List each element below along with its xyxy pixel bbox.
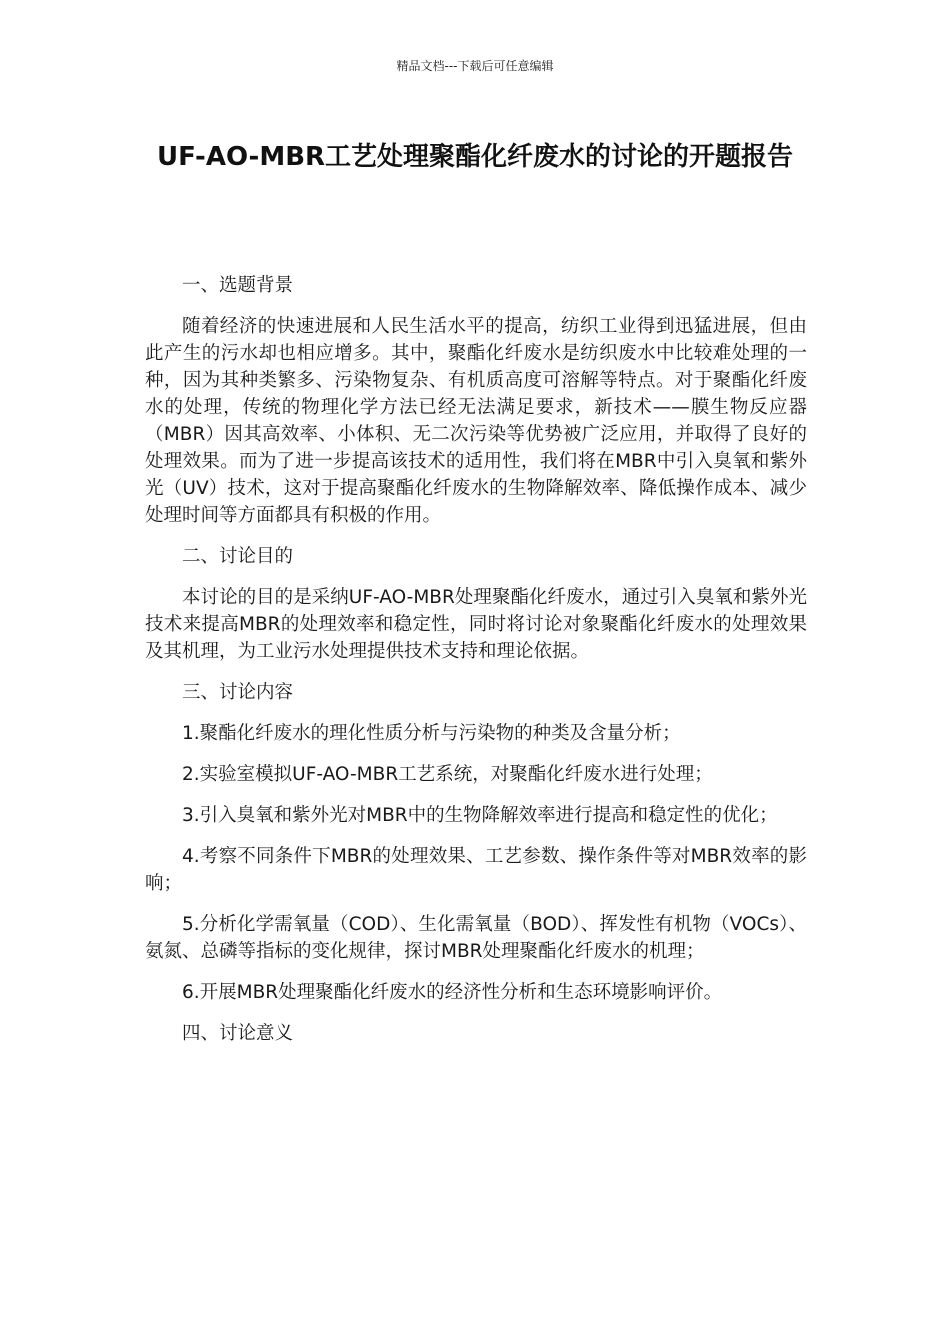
content-list-item: 6.开展MBR处理聚酯化纤废水的经济性分析和生态环境影响评价。 [182, 982, 723, 1003]
content-list-item: 3.引入臭氧和紫外光对MBR中的生物降解效率进行提高和稳定性的优化； [182, 805, 778, 826]
document-title: UF-AO-MBR工艺处理聚酯化纤废水的讨论的开题报告 [156, 142, 794, 172]
section-heading-significance: 四、讨论意义 [182, 1023, 294, 1044]
document-body [145, 272, 807, 1061]
section-heading-background: 一、选题背景 [182, 275, 294, 296]
section-heading-purpose: 二、讨论目的 [182, 546, 294, 567]
content-list-item: 4.考察不同条件下MBR的处理效果、工艺参数、操作条件等对MBR效率的影响； [145, 846, 807, 894]
section-heading-content: 三、讨论内容 [182, 682, 294, 703]
content-list-item: 2.实验室模拟UF-AO-MBR工艺系统，对聚酯化纤废水进行处理； [182, 764, 713, 785]
content-list-item: 1.聚酯化纤废水的理化性质分析与污染物的种类及含量分析； [182, 723, 681, 744]
paragraph-purpose: 本讨论的目的是采纳UF-AO-MBR处理聚酯化纤废水，通过引入臭氧和紫外光技术来提高MBR的处理效率和稳定性，同时将讨论对象聚酯化纤废水的处理效果及其机理，为工业污水处理提供技术支持和理论依据。 [145, 587, 807, 662]
paragraph-background: 随着经济的快速进展和人民生活水平的提高，纺织工业得到迅猛进展，但由此产生的污水却也相应增多。其中，聚酯化纤废水是纺织废水中比较难处理的一种，因为其种类繁多、污染物复杂、有机质高度可溶解等特点。对于聚酯化纤废水的处理，传统的物理化学方法已经无法满足要求，新技术——膜生物反应器（MBR）因其高效率、小体积、无二次污染等优势被广泛应用，并取得了良好的处理效果。而为了进一步提高该技术的适用性，我们将在MBR中引入臭氧和紫外光（UV）技术，这对于提高聚酯化纤废水的生物降解效率、降低操作成本、减少处理时间等方面都具有积极的作用。 [145, 316, 807, 526]
content-list-item: 5.分析化学需氧量（COD）、生化需氧量（BOD）、挥发性有机物（VOCs）、氨氮、总磷等指标的变化规律，探讨MBR处理聚酯化纤废水的机理； [145, 914, 807, 962]
page-header-note: 精品文档---下载后可任意编辑 [396, 59, 554, 73]
